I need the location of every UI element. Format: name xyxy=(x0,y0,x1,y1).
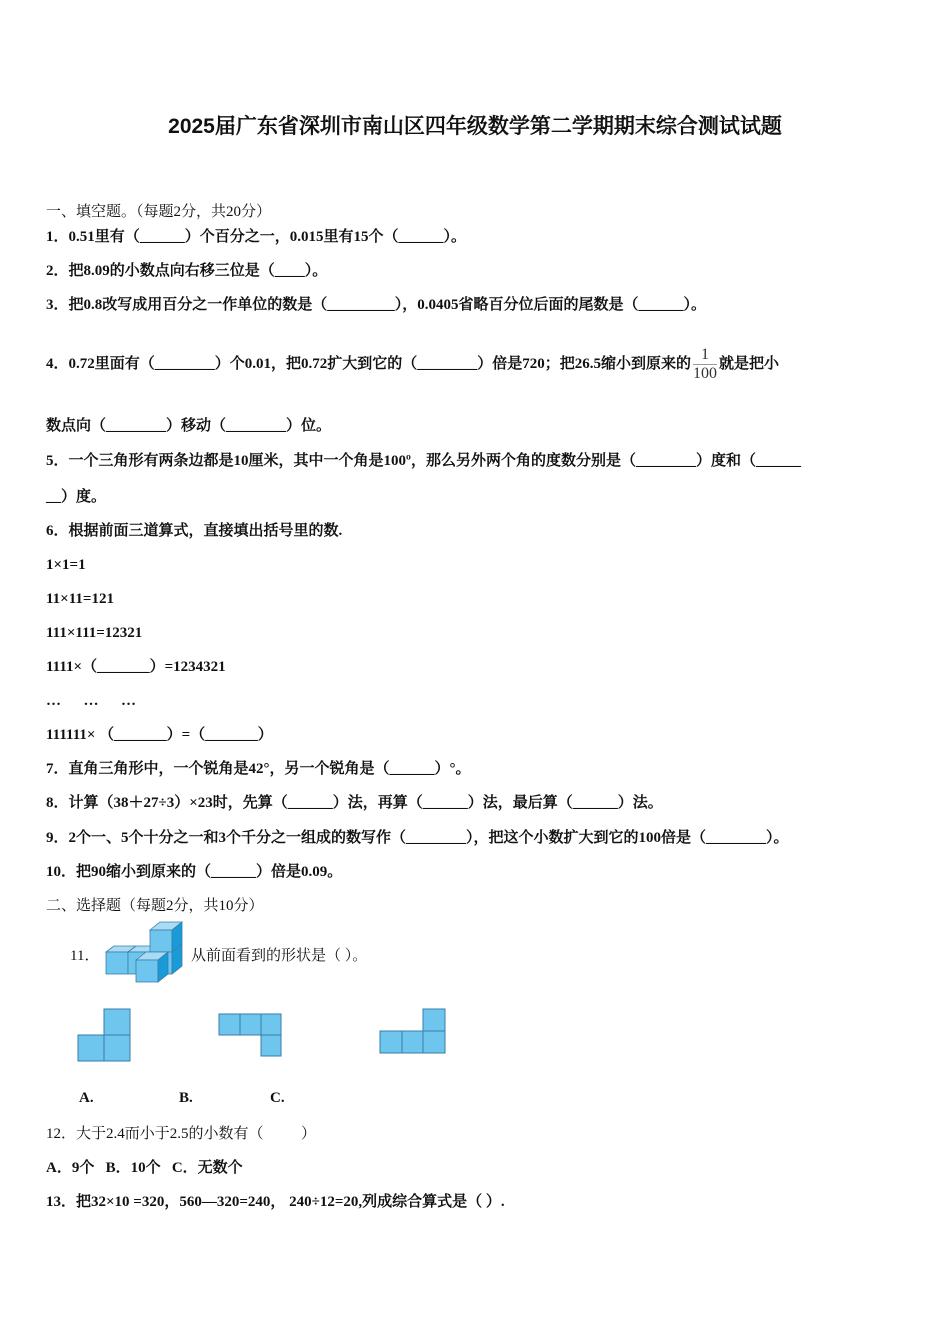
question-4 xyxy=(46,344,779,384)
question-6-equation-3: 111×111=12321 xyxy=(46,625,143,641)
question-12: 12．大于2.4而小于2.5的小数有（ ） xyxy=(46,1126,317,1142)
option-c-label[interactable]: C. xyxy=(270,1090,285,1106)
question-9: 9．2个一、5个十分之一和3个千分之一组成的数写作（________），把这个小数扩大到它的100倍是（________）。 xyxy=(46,830,789,846)
cube-stack-icon xyxy=(104,920,186,984)
question-13: 13．把32×10 =320，560—320=240， 240÷12=20,列成综合算式是（ ）. xyxy=(46,1194,505,1210)
option-a-shape-icon[interactable] xyxy=(77,1008,131,1062)
option-b-shape-icon[interactable] xyxy=(218,1013,282,1057)
question-5-line-2: __）度。 xyxy=(46,489,107,505)
option-a-label[interactable]: A. xyxy=(79,1090,94,1106)
section-2-heading: 二、选择题（每题2分，共10分） xyxy=(46,898,264,914)
fraction-denominator: 100 xyxy=(693,365,718,383)
question-11-text: 从前面看到的形状是（ ）。 xyxy=(191,948,368,964)
section-1-heading: 一、填空题。（每题2分，共20分） xyxy=(46,204,272,220)
question-3: 3．把0.8改写成用百分之一作单位的数是（_________），0.0405省略百分位后面的尾数是（______）。 xyxy=(46,297,707,313)
fraction-numerator: 1 xyxy=(693,346,717,365)
document-title: 2025届广东省深圳市南山区四年级数学第二学期期末综合测试试题 xyxy=(168,115,782,138)
question-6-heading: 6．根据前面三道算式，直接填出括号里的数. xyxy=(46,523,343,539)
question-2: 2．把8.09的小数点向右移三位是（____）。 xyxy=(46,263,328,279)
question-4-line-2: 数点向（________）移动（________）位。 xyxy=(46,418,332,434)
question-6-equation-2: 11×11=121 xyxy=(46,591,114,607)
question-1: 1．0.51里有（______）个百分之一，0.015里有15个（______）。 xyxy=(46,229,467,245)
question-6-equation-5: 111111× （_______）=（_______） xyxy=(46,727,273,743)
question-5: 5．一个三角形有两条边都是10厘米，其中一个角是100º，那么另外两个角的度数分别是（________）度和（______ xyxy=(46,453,801,469)
question-6-equation-1: 1×1=1 xyxy=(46,557,86,573)
question-6-ellipsis: … … … xyxy=(46,693,136,709)
question-6-equation-4: 1111×（_______）=1234321 xyxy=(46,659,226,675)
question-8: 8．计算（38＋27÷3）×23时，先算（______）法，再算（______）法，最后算（______）法。 xyxy=(46,795,663,811)
question-11-number: 11． xyxy=(70,948,100,964)
option-b-label[interactable]: B. xyxy=(179,1090,193,1106)
question-7: 7．直角三角形中，一个锐角是42°，另一个锐角是（______）°。 xyxy=(46,761,471,777)
question-12-options: A．9个 B．10个 C．无数个 xyxy=(46,1160,243,1176)
question-10: 10．把90缩小到原来的（______）倍是0.09。 xyxy=(46,864,343,880)
option-c-shape-icon[interactable] xyxy=(379,1008,447,1054)
question-4-text-b: 就是把小 xyxy=(719,356,780,372)
question-4-text-a: 4．0.72里面有（________）个0.01，把0.72扩大到它的（________）倍是720；把26.5缩小到原来的 xyxy=(46,356,692,372)
fraction-one-hundredth xyxy=(693,346,717,383)
